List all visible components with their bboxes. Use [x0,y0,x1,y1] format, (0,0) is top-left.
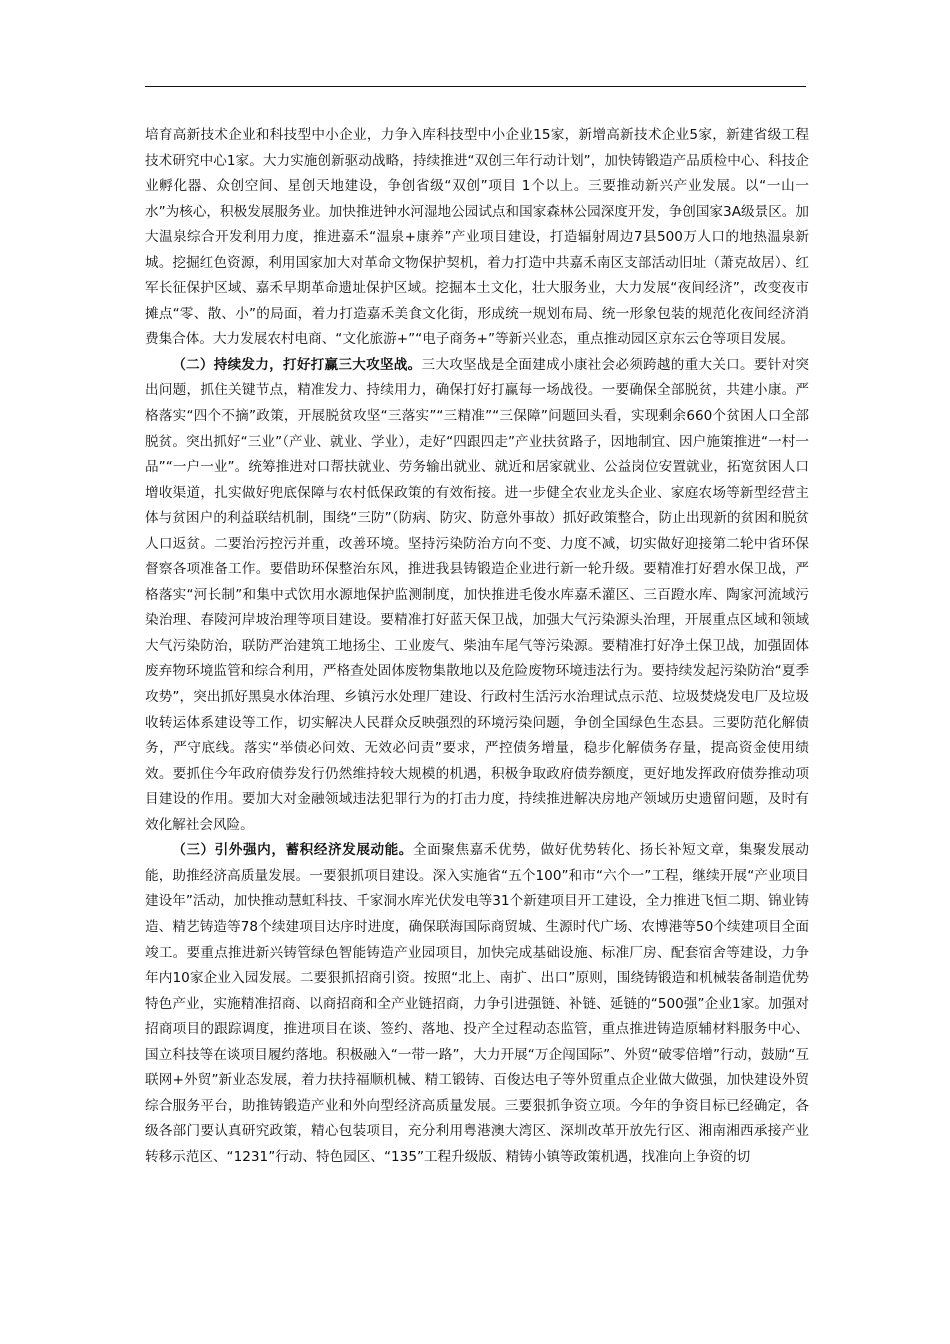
header-rule [145,86,806,87]
paragraph-text: 培育高新技术企业和科技型中小企业，力争入库科技型中小企业15家，新增高新技术企业5家，新建省级工程技术研究中心1家。大力实施创新驱动战略，持续推进“双创三年行动计划”，加快铸锻造产品质检中心、科技企业孵化器、众创空间、星创天地建设，争创省级“双创”项目 1个以上。三要推动新兴产业发展。以“一山一水”为核心，积极发展服务业。加快推进钟水河湿地公园试点和国家森林公园深度开发，争创国家3A级景区。加大温泉综合开发利用力度，推进嘉禾“温泉+康养”产业项目建设，打造辐射周边7县500万人口的地热温泉新城。挖掘红色资源，利用国家加大对革命文物保护契机，着力打造中共嘉禾南区支部活动旧址（萧克故居）、红军长征保护区域、嘉禾早期革命遗址保护区域。挖掘本土文化，壮大服务业，大力发展“夜间经济”，改变夜市摊点“零、散、小”的局面，着力打造嘉禾美食文化街，形成统一规划布局、统一形象包装的规范化夜间经济消费集合体。大力发展农村电商、“文化旅游+”“电子商务+”等新兴业态，重点推动园区京东云仓等项目发展。 [145,127,809,348]
paragraph-text: 三大攻坚战是全面建成小康社会必须跨越的重大关口。要针对突出问题，抓住关键节点，精准发力、持续用力，确保打好打赢每一场战役。一要确保全部脱贫，共建小康。严格落实“四个不摘”政策，开展脱贫攻坚“三落实”“三精准”“三保障”问题回头看，实现剩余660个贫困人口全部脱贫。突出抓好“三业”（产业、就业、学业），走好“四跟四走”产业扶贫路子，因地制宜、因户施策推进“一村一品”“一户一业”。统筹推进对口帮扶就业、劳务输出就业、就近和居家就业、公益岗位安置就业，拓宽贫困人口增收渠道，扎实做好兜底保障与农村低保政策的有效衔接。进一步健全农业龙头企业、家庭农场等新型经营主体与贫困户的利益联结机制，围绕“三防”（防病、防灾、防意外事故）抓好政策整合，防止出现新的贫困和脱贫人口返贫。二要治污控污并重，改善环境。坚持污染防治方向不变、力度不减，切实做好迎接第二轮中省环保督察各项准备工作。要借助环保整治东风，推进我县铸锻造企业进行新一轮升级。要精准打好碧水保卫战，严格落实“河长制”和集中式饮用水源地保护监测制度，加快推进毛俊水库嘉禾灌区、三百蹬水库、陶家河流域污染治理、春陵河岸坡治理等项目建设。要精准打好蓝天保卫战，加强大气污染源头治理，开展重点区域和领域大气污染防治，联防严治建筑工地扬尘、工业废气、柴油车尾气等污染源。要精准打好净土保卫战，加强固体废弃物环境监管和综合利用，严格查处固体废物集散地以及危险废物环境违法行为。要持续发起污染防治“夏季攻势”，突出抓好黑臭水体治理、乡镇污水处理厂建设、行政村生活污水治理试点示范、垃圾焚烧发电厂及垃圾收转运体系建设等工作，切实解决人民群众反映强烈的环境污染问题，争创全国绿色生态县。三要防范化解债务，严守底线。落实“举债必问效、无效必问责”要求，严控债务增量，稳步化解债务存量，提高资金使用绩效。要抓住今年政府债券发行仍然维持较大规模的机遇，积极争取政府债券额度，更好地发挥政府债券推动项目建设的作用。要加大对金融领域违法犯罪行为的打击力度，持续推进解决房地产领域历史遗留问题，及时有效化解社会风险。 [145,356,810,833]
paragraph-text: 全面聚焦嘉禾优势，做好优势转化、扬长补短文章，集聚发展动能，助推经济高质量发展。一要狠抓项目建设。深入实施省“五个100”和市“六个一”工程，继续开展“产业项目建设年”活动，加快推动慧虹科技、千家洞水库光伏发电等31个新建项目开工建设，全力推进飞恒二期、锦业铸造、精艺铸造等78个续建项目达序时进度，确保联海国际商贸城、生源时代广场、农博港等50个续建项目全面竣工。要重点推进新兴铸管绿色智能铸造产业园项目，加快完成基础设施、标准厂房、配套宿舍等建设，力争年内10家企业入园发展。二要狠抓招商引资。按照“北上、南扩、出口”原则，围绕铸锻造和机械装备制造优势特色产业，实施精准招商、以商招商和全产业链招商，力争引进强链、补链、延链的“500强”企业1家。加强对招商项目的跟踪调度，推进项目在谈、签约、落地、投产全过程动态监管，重点推进铸造原辅材料服务中心、国立科技等在谈项目履约落地。积极融入“一带一路”，大力开展“万企闯国际”、外贸“破零倍增”行动，鼓励“互联网+外贸”新业态发展，着力扶持福顺机械、精工锻铸、百俊达电子等外贸重点企业做大做强，加快建设外贸综合服务平台，助推铸锻造产业和外向型经济高质量发展。三要狠抓争资立项。今年的争资目标已经确定，各级各部门要认真研究政策，精心包装项目，充分利用粤港澳大湾区、深圳改革开放先行区、湘南湘西承接产业转移示范区、“1231”行动、特色园区、“135”工程升级版、精铸小镇等政策机遇，找准向上争资的切 [145,842,810,1165]
paragraph-section-two [145,353,809,838]
paragraph-continuation [145,123,809,353]
section-heading: （二）持续发力，打好打赢三大攻坚战。 [172,356,422,373]
document-body [145,123,809,1170]
section-heading: （三）引外强内，蓄积经济发展动能。 [172,842,413,859]
paragraph-section-three [145,838,809,1170]
